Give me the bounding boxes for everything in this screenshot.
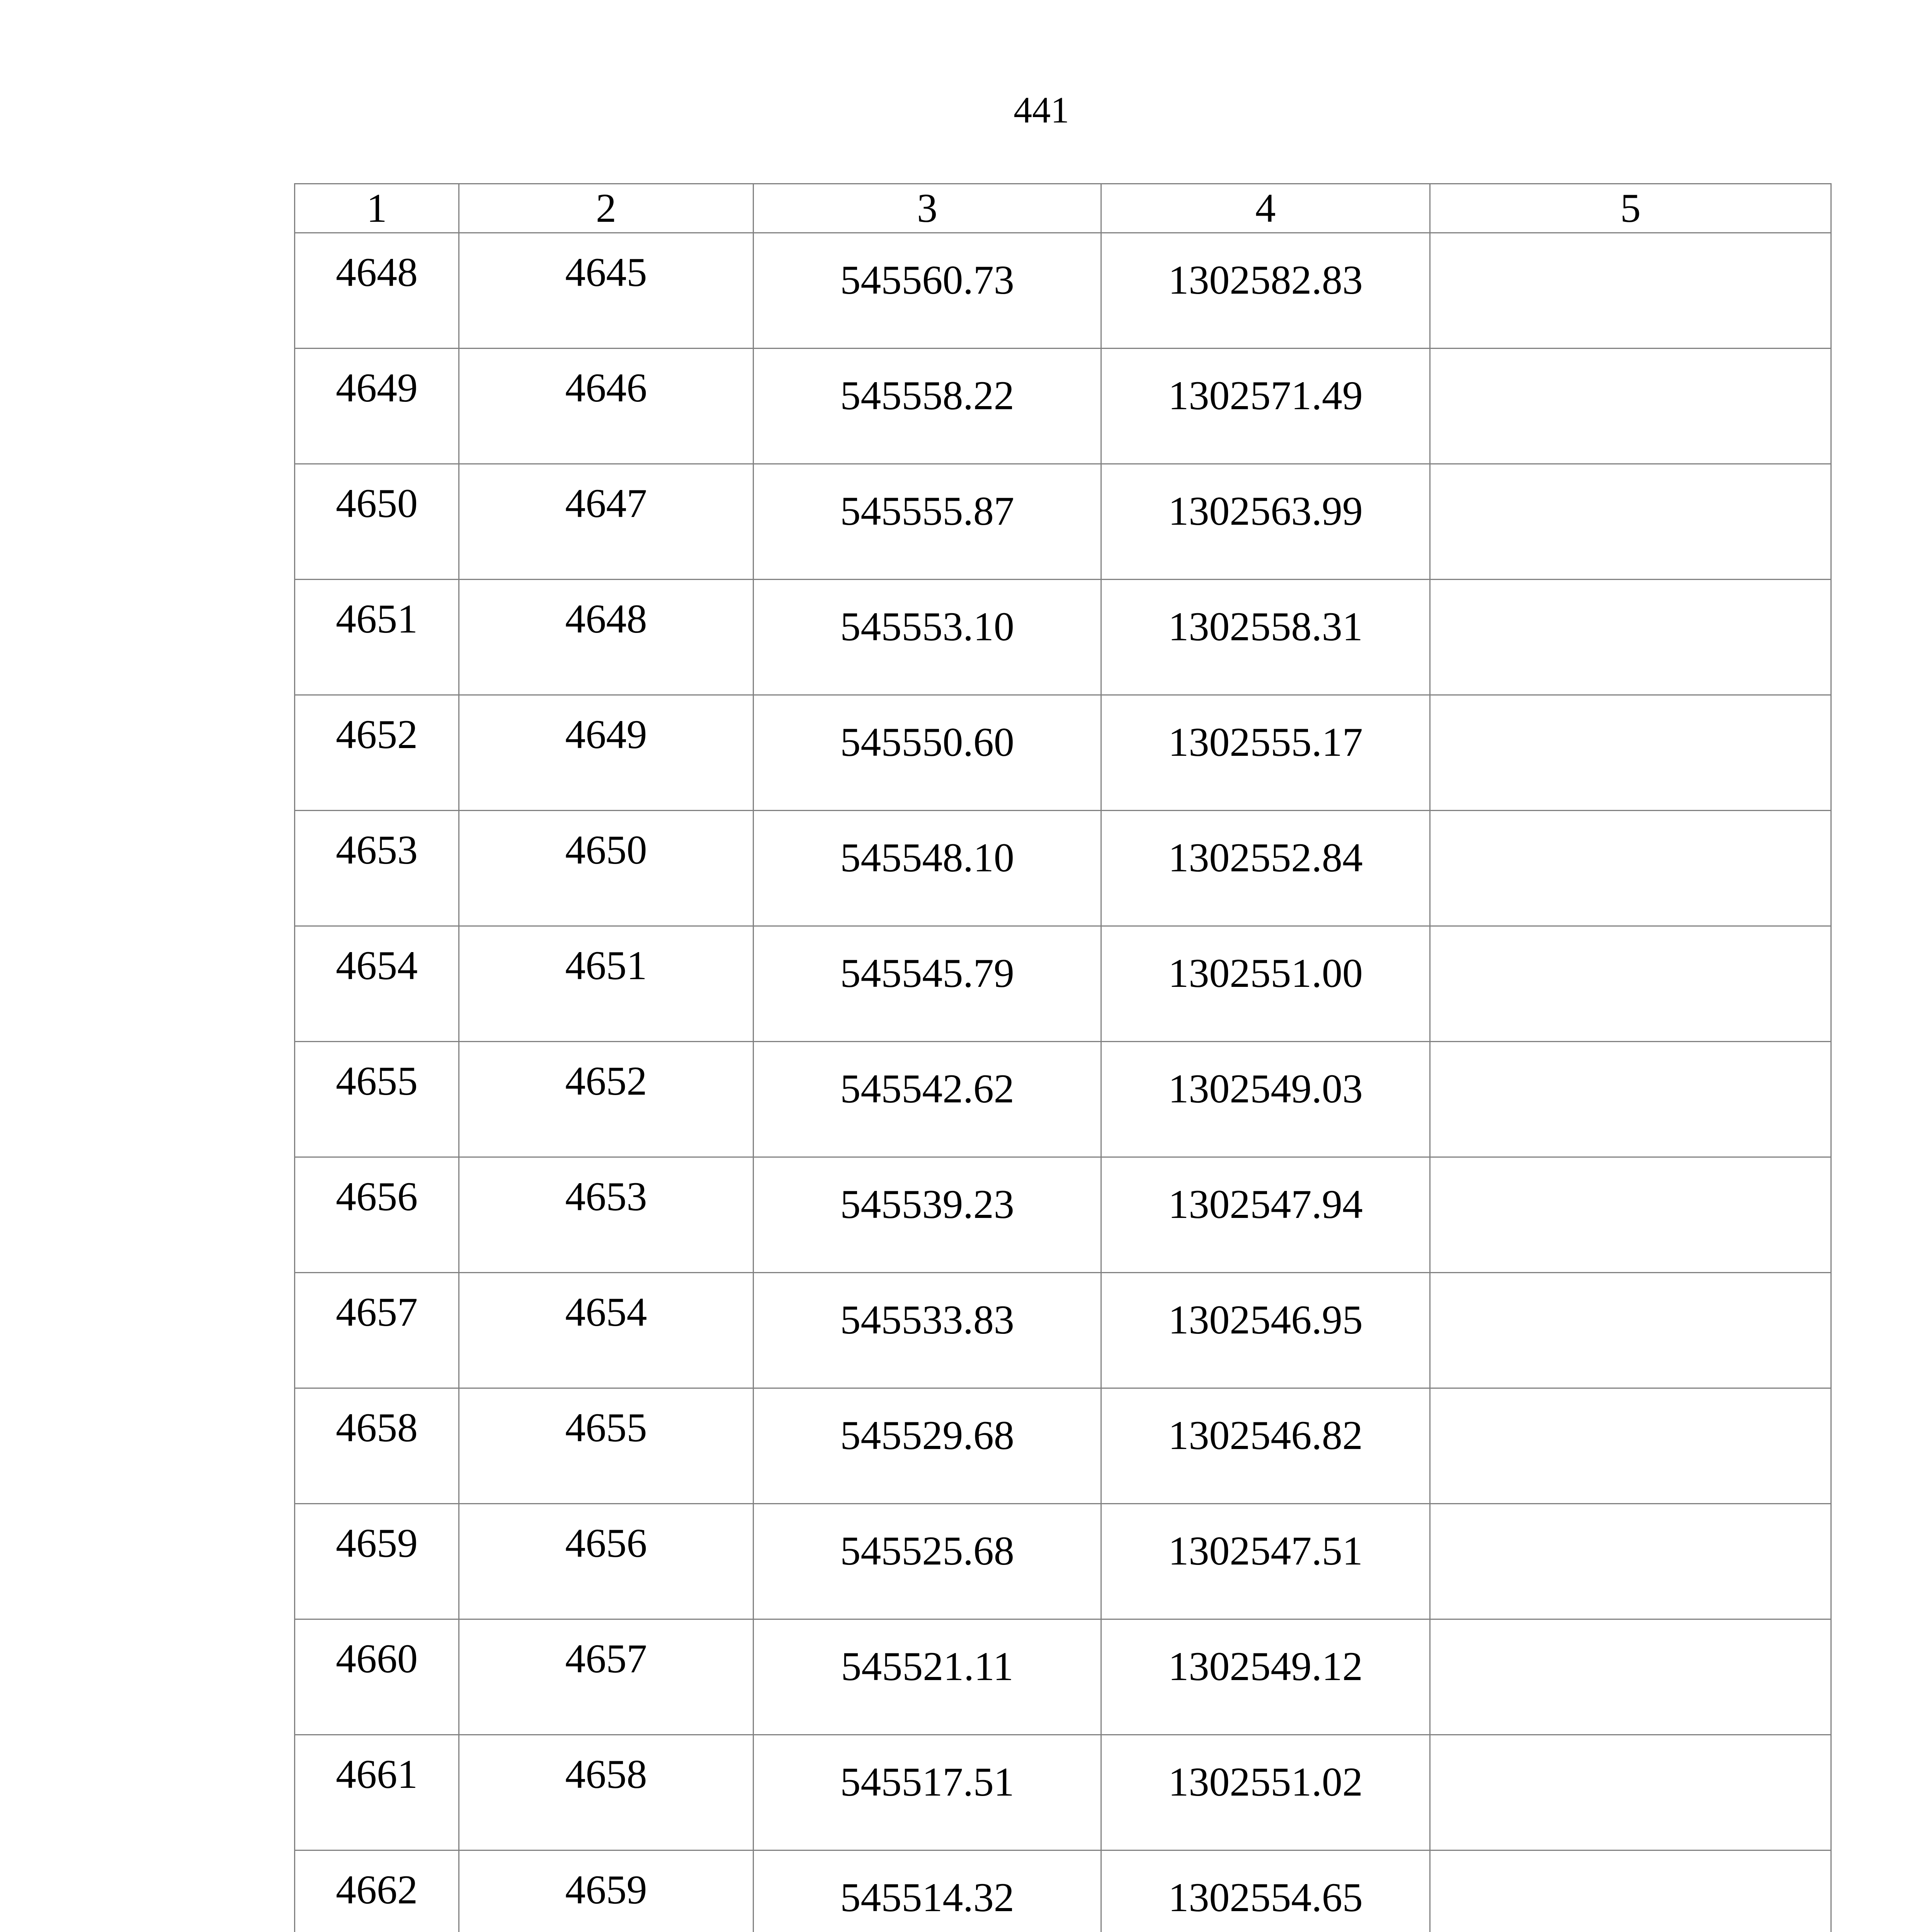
table-row — [295, 1850, 1831, 1932]
table-cell-col-3 — [754, 233, 1101, 349]
table-cell-col-4 — [1101, 349, 1430, 464]
cell-text: 545517.51 — [840, 1759, 1014, 1804]
table-cell-col-4 — [1101, 580, 1430, 695]
cell-text: 4655 — [336, 1058, 418, 1104]
cell-text: 4659 — [336, 1520, 418, 1566]
table-cell-col-1 — [295, 1619, 459, 1735]
table-cell-col-1 — [295, 1388, 459, 1504]
table-row — [295, 1157, 1831, 1273]
cell-text: 545555.87 — [840, 488, 1014, 534]
cell-text: 4659 — [565, 1867, 647, 1912]
table-cell-col-3 — [754, 695, 1101, 811]
coordinates-table — [294, 183, 1832, 1932]
table-cell-col-3 — [754, 580, 1101, 695]
table-cell-col-2 — [459, 233, 754, 349]
table-cell-col-1 — [295, 1735, 459, 1850]
cell-text: 4654 — [565, 1289, 647, 1335]
cell-text: 4658 — [565, 1752, 647, 1797]
cell-text: 4654 — [336, 943, 418, 988]
table-cell-col-2 — [459, 464, 754, 580]
cell-text: 1302558.31 — [1168, 604, 1363, 649]
cell-text: 1302546.95 — [1168, 1297, 1363, 1342]
table-cell-col-1 — [295, 349, 459, 464]
table-cell-col-5 — [1430, 811, 1831, 926]
table-cell-col-5 — [1430, 1850, 1831, 1932]
cell-text: 4660 — [336, 1636, 418, 1681]
table-cell-col-1 — [295, 464, 459, 580]
table-header-row — [295, 184, 1831, 233]
table-cell-col-5 — [1430, 926, 1831, 1042]
table-cell-col-4 — [1101, 1619, 1430, 1735]
cell-text: 1302582.83 — [1168, 257, 1363, 303]
table-cell-col-3 — [754, 1619, 1101, 1735]
table-cell-col-5 — [1430, 1504, 1831, 1619]
table-cell-col-5 — [1430, 580, 1831, 695]
cell-text: 1302551.02 — [1168, 1759, 1363, 1804]
table-cell-col-1 — [295, 1850, 459, 1932]
table-row — [295, 1273, 1831, 1388]
table-cell-col-4 — [1101, 233, 1430, 349]
table-cell-col-1 — [295, 811, 459, 926]
cell-text: 4650 — [565, 827, 647, 872]
table-row — [295, 580, 1831, 695]
table-cell-col-3 — [754, 926, 1101, 1042]
table-cell-col-4 — [1101, 1388, 1430, 1504]
cell-text: 4662 — [336, 1867, 418, 1912]
cell-text: 4647 — [565, 481, 647, 526]
cell-text: 545529.68 — [840, 1413, 1014, 1458]
table-body — [295, 184, 1831, 1932]
cell-text: 1302571.49 — [1168, 373, 1363, 418]
table-row — [295, 1735, 1831, 1850]
table-cell-col-1 — [295, 580, 459, 695]
table-cell-col-1 — [295, 695, 459, 811]
cell-text: 1302555.17 — [1168, 719, 1363, 765]
table-cell-col-5 — [1430, 1388, 1831, 1504]
table-cell-col-2 — [459, 1619, 754, 1735]
table-cell-col-4 — [1101, 1850, 1430, 1932]
table-cell-col-1 — [295, 233, 459, 349]
cell-text: 4656 — [336, 1174, 418, 1219]
cell-text: 1302549.12 — [1168, 1644, 1363, 1689]
table-cell-col-2 — [459, 1388, 754, 1504]
table-cell-col-2 — [459, 926, 754, 1042]
table-cell-col-5 — [1430, 349, 1831, 464]
cell-text: 4650 — [336, 481, 418, 526]
cell-text: 4657 — [565, 1636, 647, 1681]
cell-text: 1302546.82 — [1168, 1413, 1363, 1458]
cell-text: 545539.23 — [840, 1182, 1014, 1227]
table-cell-col-4 — [1101, 695, 1430, 811]
cell-text: 4651 — [336, 596, 418, 641]
table-cell-col-5 — [1430, 1735, 1831, 1850]
cell-text: 1302549.03 — [1168, 1066, 1363, 1111]
cell-text: 4658 — [336, 1405, 418, 1450]
table-cell-col-3 — [754, 1273, 1101, 1388]
cell-text: 1302563.99 — [1168, 488, 1363, 534]
cell-text: 1302547.94 — [1168, 1182, 1363, 1227]
table-cell-col-1 — [295, 1042, 459, 1157]
page-number: 441 — [1014, 89, 1069, 131]
table-cell-col-2 — [459, 1042, 754, 1157]
table-cell-col-2 — [459, 811, 754, 926]
cell-text: 4656 — [565, 1520, 647, 1566]
table-cell-col-4 — [1101, 1735, 1430, 1850]
cell-text: 1302547.51 — [1168, 1528, 1363, 1573]
table-cell-col-4 — [1101, 1273, 1430, 1388]
table-cell-col-4 — [1101, 1504, 1430, 1619]
table-cell-col-2 — [459, 1273, 754, 1388]
table-row — [295, 1388, 1831, 1504]
table-row — [295, 1042, 1831, 1157]
table-cell-col-4 — [1101, 464, 1430, 580]
table-cell-col-2 — [459, 1850, 754, 1932]
table-row — [295, 1619, 1831, 1735]
table-cell-col-1 — [295, 1157, 459, 1273]
table-cell-col-1 — [295, 926, 459, 1042]
cell-text: 4648 — [336, 250, 418, 295]
cell-text: 4648 — [565, 596, 647, 641]
cell-text: 545542.62 — [840, 1066, 1014, 1111]
column-header-1: 1 — [295, 184, 459, 233]
cell-text: 4651 — [565, 943, 647, 988]
cell-text: 4655 — [565, 1405, 647, 1450]
table-cell-col-5 — [1430, 233, 1831, 349]
table-row — [295, 233, 1831, 349]
cell-text: 1302551.00 — [1168, 951, 1363, 996]
table-cell-col-3 — [754, 349, 1101, 464]
cell-text: 4657 — [336, 1289, 418, 1335]
table-cell-col-2 — [459, 1157, 754, 1273]
table-cell-col-3 — [754, 464, 1101, 580]
table-cell-col-5 — [1430, 464, 1831, 580]
table-cell-col-3 — [754, 1157, 1101, 1273]
column-header-3: 3 — [754, 184, 1101, 233]
table-cell-col-5 — [1430, 1619, 1831, 1735]
cell-text: 545553.10 — [840, 604, 1014, 649]
table-cell-col-3 — [754, 1042, 1101, 1157]
cell-text: 545514.32 — [840, 1875, 1014, 1920]
cell-text: 4649 — [336, 365, 418, 410]
cell-text: 545533.83 — [840, 1297, 1014, 1342]
column-header-5: 5 — [1430, 184, 1831, 233]
table-cell-col-3 — [754, 1504, 1101, 1619]
cell-text: 4652 — [565, 1058, 647, 1104]
table-cell-col-4 — [1101, 1157, 1430, 1273]
cell-text: 4652 — [336, 712, 418, 757]
cell-text: 1302552.84 — [1168, 835, 1363, 880]
table-cell-col-5 — [1430, 695, 1831, 811]
table-cell-col-3 — [754, 811, 1101, 926]
table-cell-col-5 — [1430, 1157, 1831, 1273]
cell-text: 545548.10 — [840, 835, 1014, 880]
cell-text: 545545.79 — [840, 951, 1014, 996]
column-header-4: 4 — [1101, 184, 1430, 233]
table-cell-col-1 — [295, 1504, 459, 1619]
table-cell-col-2 — [459, 349, 754, 464]
table-row — [295, 349, 1831, 464]
table-cell-col-4 — [1101, 811, 1430, 926]
cell-text: 545525.68 — [840, 1528, 1014, 1573]
cell-text: 545550.60 — [840, 719, 1014, 765]
table-cell-col-2 — [459, 1735, 754, 1850]
table-cell-col-3 — [754, 1388, 1101, 1504]
table-cell-col-5 — [1430, 1273, 1831, 1388]
cell-text: 4661 — [336, 1752, 418, 1797]
cell-text: 4646 — [565, 365, 647, 410]
table-cell-col-1 — [295, 1273, 459, 1388]
cell-text: 4649 — [565, 712, 647, 757]
cell-text: 4645 — [565, 250, 647, 295]
table-cell-col-3 — [754, 1735, 1101, 1850]
table-row — [295, 1504, 1831, 1619]
table-row — [295, 695, 1831, 811]
table-cell-col-5 — [1430, 1042, 1831, 1157]
table-row — [295, 926, 1831, 1042]
table-cell-col-4 — [1101, 926, 1430, 1042]
table-row — [295, 811, 1831, 926]
cell-text: 545558.22 — [840, 373, 1014, 418]
cell-text: 1302554.65 — [1168, 1875, 1363, 1920]
table-cell-col-3 — [754, 1850, 1101, 1932]
cell-text: 4653 — [565, 1174, 647, 1219]
cell-text: 545521.11 — [841, 1644, 1014, 1689]
table-cell-col-2 — [459, 580, 754, 695]
cell-text: 4653 — [336, 827, 418, 872]
column-header-2: 2 — [459, 184, 754, 233]
cell-text: 545560.73 — [840, 257, 1014, 303]
table-cell-col-2 — [459, 695, 754, 811]
table-cell-col-2 — [459, 1504, 754, 1619]
table-row — [295, 464, 1831, 580]
table-cell-col-4 — [1101, 1042, 1430, 1157]
